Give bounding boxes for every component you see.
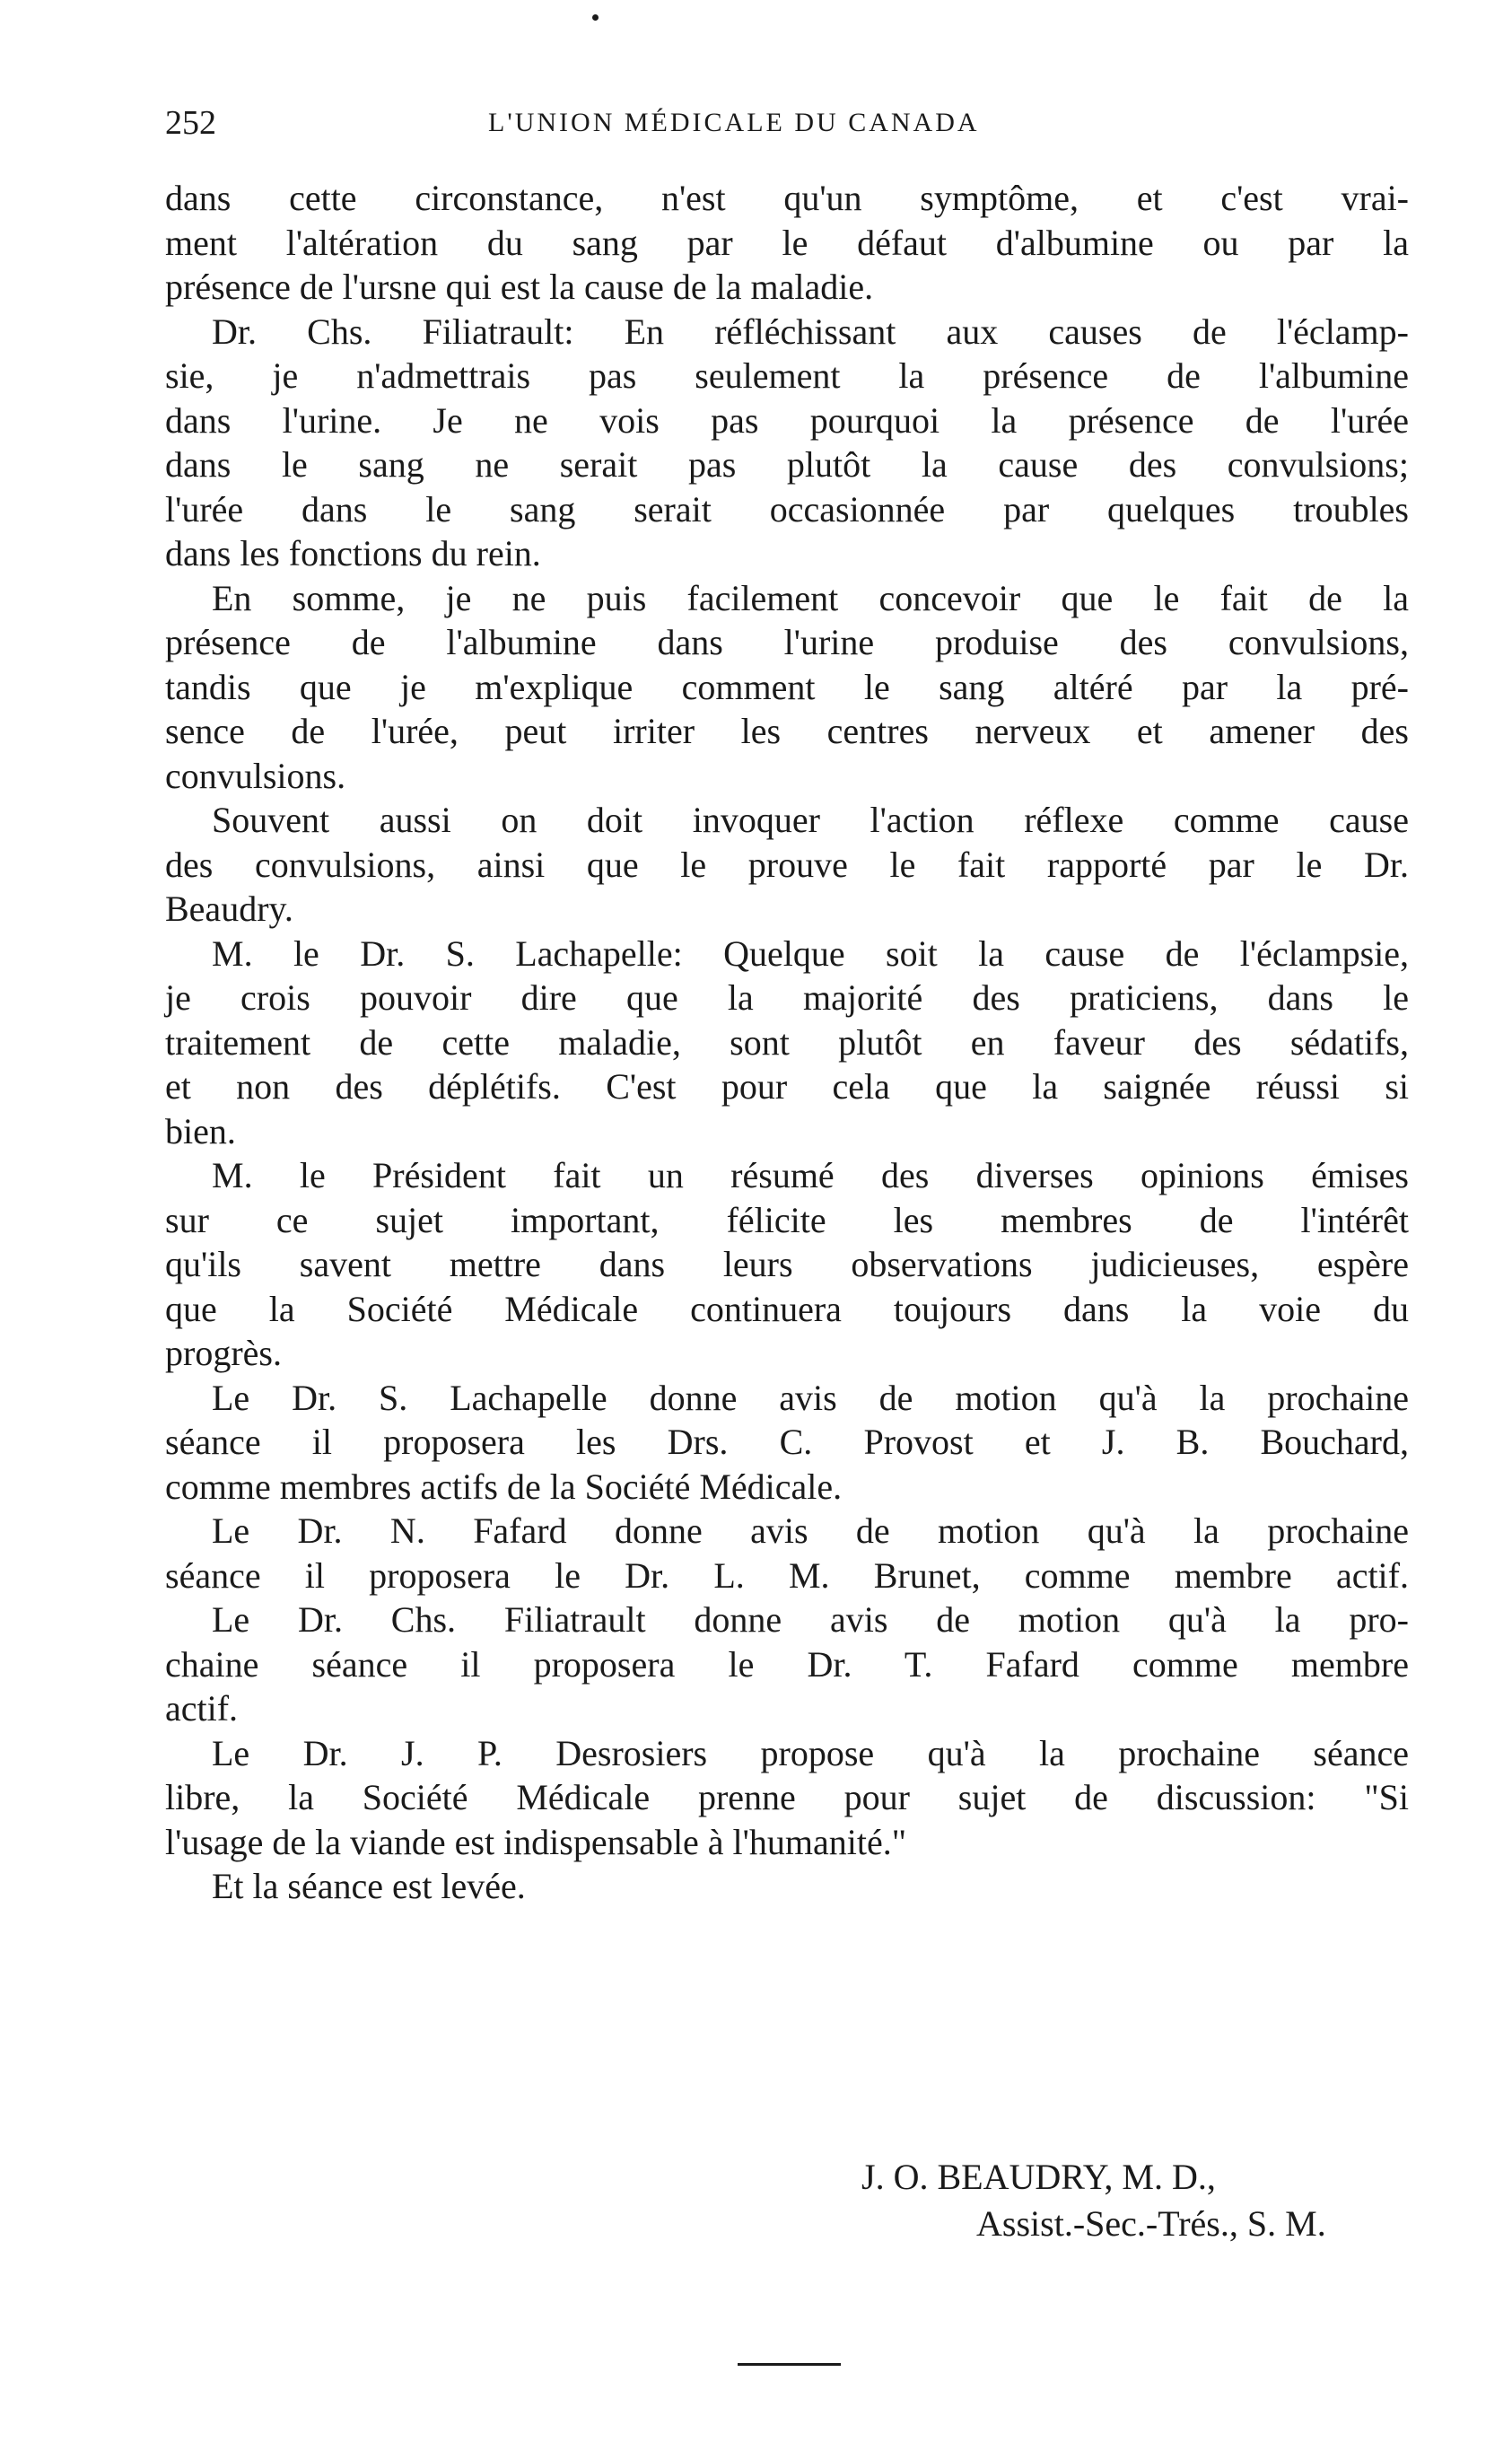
text-line: Le Dr. Chs. Filiatrault donne avis de motion qu'à la pro- bbox=[212, 1599, 1409, 1640]
text-line: dans les fonctions du rein. bbox=[165, 533, 541, 573]
text-line: l'usage de la viande est indispensable à l'humanité." bbox=[165, 1821, 907, 1862]
text-line: dans le sang ne serait pas plutôt la cause des convulsions; bbox=[165, 444, 1409, 485]
body-text bbox=[165, 176, 1409, 1909]
text-line: libre, la Société Médicale prenne pour sujet de discussion: "Si bbox=[165, 1777, 1409, 1817]
text-line: Dr. Chs. Filiatrault: En réfléchissant aux causes de l'éclamp- bbox=[212, 311, 1409, 352]
text-line: que la Société Médicale continuera toujours dans la voie du bbox=[165, 1288, 1409, 1329]
text-line: convulsions. bbox=[165, 755, 346, 796]
text-line: progrès. bbox=[165, 1333, 282, 1373]
text-line: séance il proposera le Dr. L. M. Brunet, comme membre actif. bbox=[165, 1554, 1409, 1596]
page-header bbox=[165, 101, 1134, 145]
text-line: En somme, je ne puis facilement concevoir que le fait de la bbox=[212, 577, 1409, 618]
text-line: actif. bbox=[165, 1688, 239, 1729]
text-line: sie, je n'admettrais pas seulement la présence de l'albumine bbox=[165, 355, 1409, 396]
text-line: ment l'altération du sang par le défaut d'albumine ou par la bbox=[165, 222, 1409, 263]
end-rule bbox=[738, 2363, 841, 2366]
text-line: présence de l'albumine dans l'urine produise des convulsions, bbox=[165, 622, 1409, 662]
text-line: dans cette circonstance, n'est qu'un symptôme, et c'est vrai- bbox=[165, 178, 1409, 218]
text-line: tandis que je m'explique comment le sang altéré par la pré- bbox=[165, 666, 1409, 707]
text-line: M. le Dr. S. Lachapelle: Quelque soit la cause de l'éclampsie, bbox=[212, 932, 1409, 974]
text-line: et non des déplétifs. C'est pour cela que la saignée réussi si bbox=[165, 1066, 1409, 1107]
signature-title: Assist.-Sec.-Trés., S. M. bbox=[976, 2203, 1326, 2244]
page-number: 252 bbox=[165, 104, 216, 142]
text-line: Et la séance est levée. bbox=[212, 1866, 526, 1906]
text-line: présence de l'ursne qui est la cause de la maladie. bbox=[165, 267, 874, 307]
text-line: comme membres actifs de la Société Médicale. bbox=[165, 1466, 843, 1507]
text-line: chaine séance il proposera le Dr. T. Fafard comme membre bbox=[165, 1643, 1409, 1685]
text-line: traitement de cette maladie, sont plutôt en faveur des sédatifs, bbox=[165, 1021, 1409, 1063]
text-line: séance il proposera les Drs. C. Provost et J. B. Bouchard, bbox=[165, 1422, 1409, 1462]
text-line: bien. bbox=[165, 1110, 236, 1151]
signature-name: J. O. BEAUDRY, M. D., bbox=[861, 2157, 1216, 2197]
text-line: des convulsions, ainsi que le prouve le fait rapporté par le Dr. bbox=[165, 844, 1409, 885]
text-line: Le Dr. S. Lachapelle donne avis de motion qu'à la prochaine bbox=[212, 1377, 1409, 1418]
text-line: je crois pouvoir dire que la majorité des praticiens, dans le bbox=[165, 977, 1409, 1018]
text-line: Beaudry. bbox=[165, 888, 293, 929]
text-line: Le Dr. J. P. Desrosiers propose qu'à la prochaine séance bbox=[212, 1732, 1409, 1773]
ink-dot bbox=[592, 14, 599, 21]
text-line: M. le Président fait un résumé des diverses opinions émises bbox=[212, 1155, 1409, 1195]
text-line: l'urée dans le sang serait occasionnée par quelques troubles bbox=[165, 488, 1409, 530]
signature-block bbox=[861, 2154, 1418, 2247]
text-line: qu'ils savent mettre dans leurs observations judicieuses, espère bbox=[165, 1244, 1409, 1284]
text-line: Souvent aussi on doit invoquer l'action réflexe comme cause bbox=[212, 800, 1409, 840]
text-line: sur ce sujet important, félicite les membres de l'intérêt bbox=[165, 1199, 1409, 1240]
running-head: L'UNION MÉDICALE DU CANADA bbox=[488, 108, 980, 137]
text-line: Le Dr. N. Fafard donne avis de motion qu'à la prochaine bbox=[212, 1510, 1409, 1551]
text-line: dans l'urine. Je ne vois pas pourquoi la présence de l'urée bbox=[165, 399, 1409, 441]
text-line: sence de l'urée, peut irriter les centres nerveux et amener des bbox=[165, 711, 1409, 751]
